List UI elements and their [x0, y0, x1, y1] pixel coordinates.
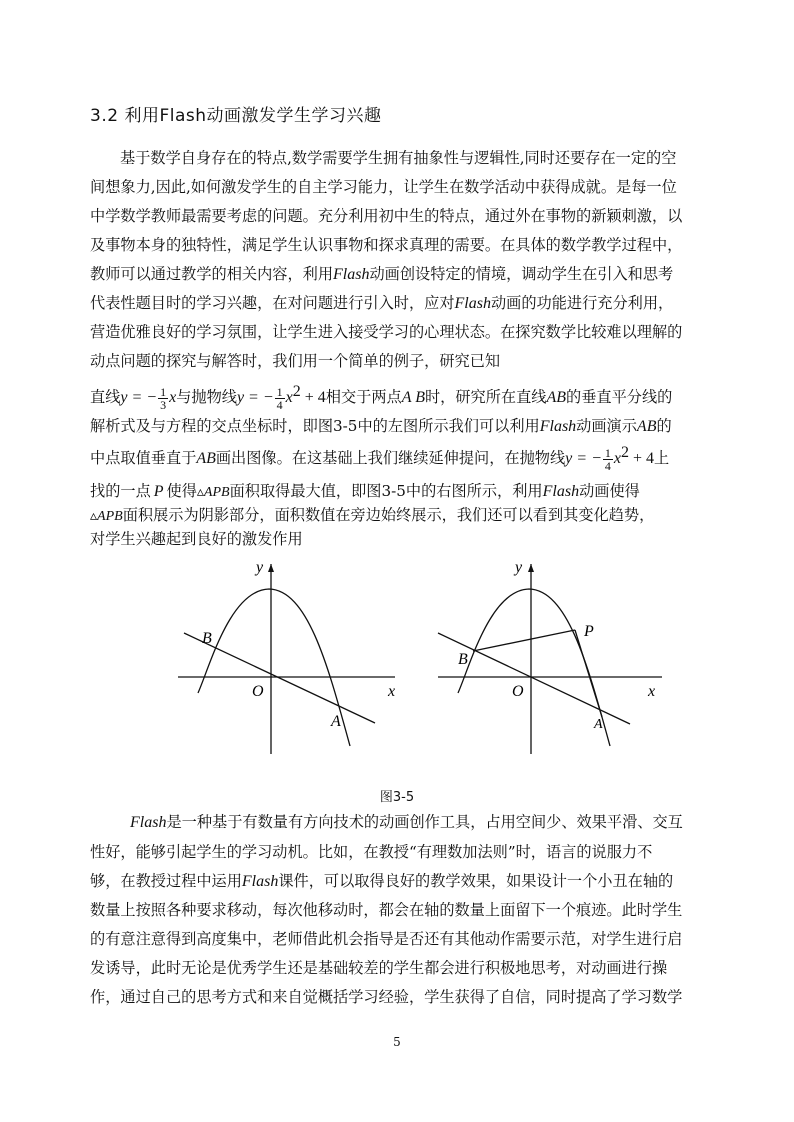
point-b-label: B: [202, 630, 212, 647]
numerator: 1: [160, 384, 167, 399]
flash-term: Flash: [539, 418, 577, 435]
text-run: 相交于两点: [325, 388, 402, 406]
denominator: 3: [160, 397, 167, 412]
math-triangle-apb: ▵APB: [196, 485, 230, 500]
text-run: 动画演示: [576, 417, 637, 435]
text-run: 动画使得: [579, 482, 640, 500]
page-number: 5: [393, 1035, 401, 1049]
math-sq: 2: [620, 443, 629, 461]
text-run: 的: [656, 417, 672, 435]
text-run: 动画创设特定的情境，调动学生在引入和思考: [369, 265, 674, 283]
point-a-label: A: [594, 717, 603, 732]
denominator: 4: [276, 397, 283, 412]
math-sq: 2: [292, 382, 301, 400]
math-points: A B: [401, 389, 425, 406]
math-y-eq: y = −: [236, 389, 274, 406]
flash-term: Flash: [130, 814, 167, 831]
x-axis-label: x: [648, 683, 656, 700]
text-run: 教师可以通过教学的相关内容，利用: [90, 265, 333, 283]
fraction-one-fourth: [603, 447, 613, 472]
paragraph-line: [90, 293, 714, 314]
text-run: 课件，可以取得良好的教学效果，如果设计一个小丑在轴的: [278, 872, 674, 890]
math-AB: AB: [196, 450, 216, 467]
math-plus4: + 4: [300, 389, 326, 406]
flash-term: Flash: [241, 873, 279, 890]
math-AB: AB: [636, 418, 657, 435]
paragraph-line: 作，通过自己的思考方式和来自觉概括学习经验，学生获得了自信，同时提高了学习数学: [90, 988, 683, 1006]
line-ab: [438, 633, 630, 724]
text-run: 找的一点: [90, 482, 151, 500]
paragraph-line: 数量上按照各种要求移动，每次他移动时，都会在轴的数量上面留下一个痕迹。此时学生: [90, 901, 683, 919]
text-run: 时，研究所在直线: [424, 388, 547, 406]
text-run: 代表性题目时的学习兴趣，在对问题进行引入时，应对: [90, 294, 455, 312]
text-run: 的垂直平分线的: [566, 388, 673, 406]
point-a-label: A: [331, 713, 341, 730]
y-axis-arrow: [528, 564, 534, 572]
figure-right-graph: [432, 556, 666, 756]
math-x: x: [613, 450, 621, 467]
paragraph-line: 性好，能够引起学生的学习动机。比如，在教授“有理数加法则”时，语言的说服力不: [90, 843, 653, 861]
origin-label: O: [252, 683, 264, 700]
math-triangle-apb: ▵APB: [90, 509, 123, 524]
denominator: 4: [604, 458, 611, 473]
paragraph-line-formula: [90, 380, 714, 414]
y-axis-label: y: [515, 559, 523, 576]
paragraph-line: 对学生兴趣起到良好的激发作用: [90, 530, 303, 548]
parabola: [198, 589, 350, 746]
paragraph-line: 营造优雅良好的学习氛围，让学生进入接受学习的心理状态。在探究数学比较难以理解的: [90, 323, 683, 341]
segment-bp: [473, 630, 575, 651]
paragraph-line: 间想象力,因此,如何激发学生的自主学习能力，让学生在数学活动中获得成就。是每一位: [90, 178, 677, 196]
figure-caption: 图3-5: [379, 790, 415, 805]
text-run: 解析式及与方程的交点坐标时，即图3-5中的左图所示我们可以利用: [90, 417, 540, 435]
text-run: 面积取得最大值，即图3-5中的右图所示，利用: [229, 482, 543, 500]
text-run: 动画的功能进行充分利用，: [490, 294, 674, 312]
origin-label: O: [512, 683, 524, 700]
paragraph-line: 发诱导，此时无论是优秀学生还是基础较差的学生都会进行积极地思考，对动画进行操: [90, 959, 668, 977]
text-run: 够，在教授过程中运用: [90, 872, 242, 890]
text-run: 与抛物线: [176, 388, 237, 406]
text-run: 面积展示为阴影部分，面积数值在旁边始终展示，我们还可以看到其变化趋势，: [122, 506, 655, 524]
numerator: 1: [604, 445, 611, 460]
text-run: 中点取值垂直于: [90, 449, 197, 467]
section-title: 3.2 利用Flash动画激发学生学习兴趣: [90, 106, 382, 126]
y-axis-arrow: [268, 564, 274, 572]
paragraph-line: 中学数学教师最需要考虑的问题。充分利用初中生的特点，通过外在事物的新颖刺激，以: [90, 207, 683, 225]
paragraph-line: [120, 812, 714, 833]
math-AB: AB: [546, 389, 567, 406]
fraction-one-third: [158, 386, 168, 411]
paragraph-line: 及事物本身的独特性，满足学生认识事物和探求真理的需要。在具体的数学教学过程中，: [90, 236, 683, 254]
paragraph-line: 的有意注意得到高度集中，老师借此机会指导是否还有其他动作需要示范，对学生进行启: [90, 930, 683, 948]
math-y-eq: y = −: [565, 450, 602, 467]
math-x: x: [285, 389, 293, 406]
fraction-one-fourth: [275, 386, 285, 411]
flash-term: Flash: [454, 295, 491, 312]
paragraph-line: [90, 416, 714, 437]
flash-term: Flash: [542, 483, 580, 500]
y-axis-label: y: [256, 559, 264, 576]
paragraph-line: [90, 264, 714, 285]
math-P: P: [153, 483, 164, 500]
math-x: x: [169, 389, 177, 406]
numerator: 1: [276, 384, 283, 399]
paragraph-line: [90, 871, 714, 892]
paragraph-line: 基于数学自身存在的特点,数学需要学生拥有抽象性与逻辑性,同时还要存在一定的空: [120, 149, 677, 167]
point-b-label: B: [458, 651, 468, 668]
text-run: 直线: [90, 388, 121, 406]
x-axis-label: x: [388, 683, 396, 700]
text-run: 上: [654, 449, 670, 467]
flash-term: Flash: [333, 266, 370, 283]
math-plus4: + 4: [628, 450, 655, 467]
text-run: 使得: [166, 482, 197, 500]
paragraph-line-formula: [90, 440, 714, 476]
point-p-label: P: [584, 623, 594, 640]
text-run: 是一种基于有数量有方向技术的动画创作工具，占用空间少、效果平滑、交互: [166, 813, 683, 831]
line-ab: [184, 633, 375, 723]
paragraph-line: 动点问题的探究与解答时，我们用一个简单的例子，研究已知: [90, 352, 501, 370]
figure-left-graph: [170, 556, 400, 756]
math-y-eq: y = −: [120, 389, 158, 406]
paragraph-line: [90, 481, 714, 503]
text-run: 画出图像。在这基础上我们继续延伸提问，在抛物线: [215, 449, 566, 467]
paragraph-line: [90, 505, 714, 527]
